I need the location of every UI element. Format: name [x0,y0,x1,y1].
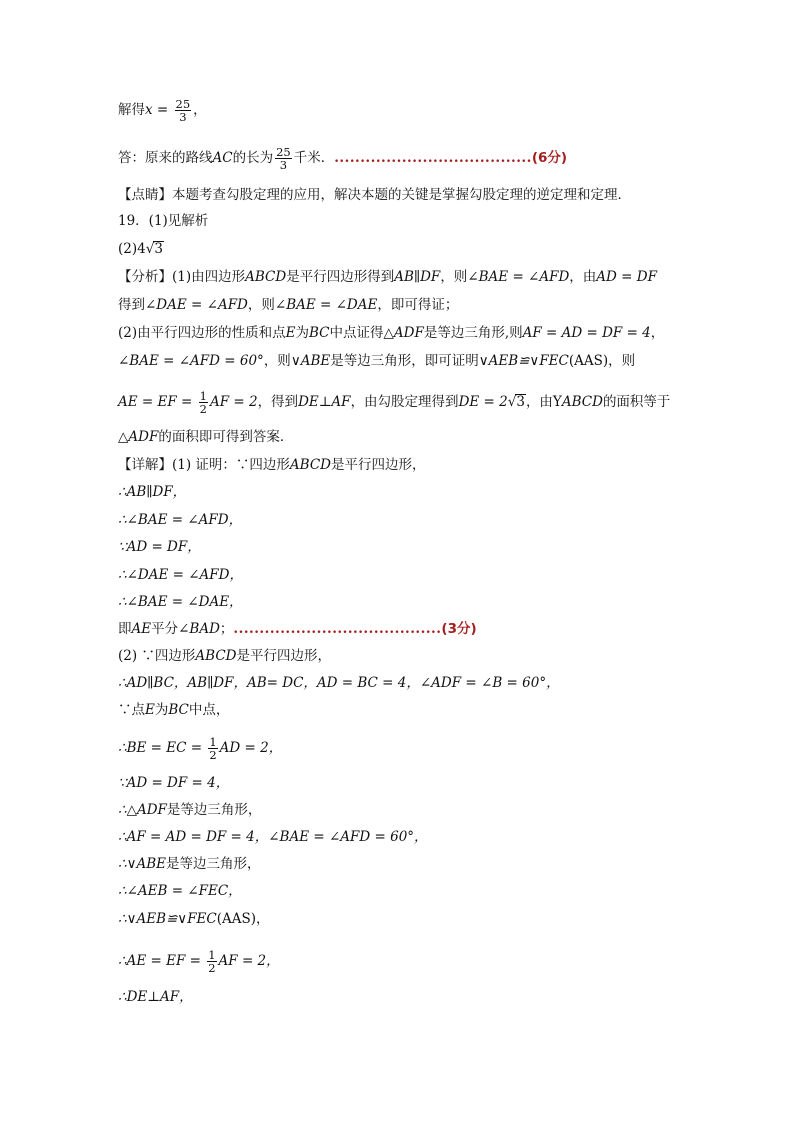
expr: ∴∨AEB≌∨FEC [118,911,217,927]
numerator: 1 [209,735,217,749]
expr: AD = DF [596,269,657,285]
detail-line-13 [118,801,261,819]
radicand: 3 [154,241,163,257]
expr: AB∥DF [394,269,441,285]
text: 【详解】(1) 证明：∵四边形 [118,457,290,473]
solve-x-line [118,98,207,123]
text: 的长为 [232,150,274,166]
question-19-part2 [118,240,164,258]
detail-line-12 [118,774,229,792]
analysis-line-6 [118,428,293,446]
equals: = [152,102,173,118]
analysis-line-1 [118,268,657,286]
expr: ∠BAE = ∠AFD = 60° [118,353,264,369]
text: ，则 [608,353,636,369]
text: ，则 [263,353,291,369]
expr: ∠BAE = ∠AFD [467,269,570,285]
answer-line [118,146,567,171]
detail-line-15 [118,855,261,873]
detail-line-4 [118,538,201,556]
text: 的面积等于 [602,394,671,410]
detail-line-14 [118,828,428,846]
denominator: 2 [209,748,217,762]
fraction [275,146,292,171]
analysis-line-2 [118,296,458,314]
text: ∴DE⊥AF， [118,989,193,1005]
text: ∴∠BAE = ∠DAE， [118,594,243,610]
analysis-line-4 [118,352,635,370]
text: 19．(1)见解析 [118,213,209,229]
denominator: 2 [208,961,216,975]
denominator: 3 [279,158,288,172]
expr: ∴AE = EF = [118,953,206,969]
text: 是等边三角形，即可证明 [330,353,479,369]
text: ， [193,102,207,118]
numerator: 25 [276,145,291,159]
detail-line-1 [118,456,426,474]
var: ABCD [195,648,237,664]
detail-line-8 [118,647,331,665]
text: 平分 [151,621,179,637]
expr: AF = 2 [209,394,258,410]
text: 是等边三角形， [166,802,262,818]
expr: AF = 2， [218,953,280,969]
var: ABCD [245,269,287,285]
text: (2)4 [118,241,146,257]
text: ∴AF = AD = DF = 4，∠BAE = ∠AFD = 60°， [118,829,428,845]
text: 千米． [293,150,335,166]
text: 答：原来的路线 [118,150,213,166]
text: ∵AD = DF， [118,539,201,555]
expr: ∠DAE = ∠AFD [145,297,248,313]
score-mark: (3分) [441,621,477,637]
detail-line-2 [118,483,186,501]
text: 的面积即可得到答案． [158,429,294,445]
var: BC [168,702,189,718]
denominator: 2 [199,402,207,416]
var-x: x [145,102,153,118]
text: ； [219,621,234,637]
text: ∴∠DAE = ∠AFD， [118,567,243,583]
denominator: 3 [179,110,187,124]
text: 是等边三角形， [166,856,261,872]
var: BC [308,325,330,341]
text: 是平行四边形， [236,648,331,664]
score-leader: ...................................... [334,150,532,166]
text: ∴∠BAE = ∠AFD， [118,512,243,528]
score-mark: (6分) [531,150,568,166]
text: ，由Y [525,394,562,410]
expr: AE = EF = [118,394,197,410]
text: ，则 [247,297,275,313]
expr: ∴△ADF [118,802,167,818]
var: ABCD [289,457,331,473]
expr: ∠BAD [178,621,220,637]
var: ABCD [561,394,603,410]
text: ，由勾股定理得到 [350,394,459,410]
text: 【点睛】本题考查勾股定理的应用，解决本题的关键是掌握勾股定理的逆定理和定理． [118,187,631,203]
text: ，得到 [257,394,299,410]
analysis-line-3 [118,324,664,342]
text: 是平行四边形， [331,457,426,473]
text: ，由 [569,269,597,285]
fraction [208,736,217,761]
expr: ∨AEB≌∨FEC [478,353,569,369]
expr: DE = 2 [458,394,508,410]
detail-line-6 [118,593,243,611]
text: (AAS) [568,353,609,369]
text: 是等边三角形,则 [423,325,523,341]
radicand: 3 [516,394,525,410]
text: 为 [295,325,309,341]
expr: △ADF [118,429,159,445]
summary-line [118,186,631,204]
text: ，即可得证； [377,297,459,313]
text: ∴AD∥BC，AB∥DF，AB= DC，AD = BC = 4，∠ADF = ∠B = 60°， [118,675,560,691]
detail-line-9 [118,674,560,692]
detail-line-3 [118,511,242,529]
expr: △ADF [383,325,424,341]
detail-line-11 [118,736,282,761]
text: (2) ∵四边形 [118,648,196,664]
sqrt-symbol: √ [145,241,155,257]
detail-line-10 [118,701,229,719]
question-19-part1 [118,212,208,230]
expr: DE⊥AF [298,394,351,410]
numerator: 25 [175,97,191,111]
fraction [175,98,192,123]
text: ∵点 [118,702,145,718]
fraction [207,949,216,974]
text: 中点证得 [329,325,384,341]
expr: ∨ABE [290,353,331,369]
text: 即 [118,621,132,637]
text: 解得 [118,102,145,118]
text: ，则 [440,269,468,285]
text: 为 [154,702,169,718]
numerator: 1 [208,948,216,962]
expr: AD = 2， [219,740,283,756]
detail-line-18 [118,949,280,974]
text: 【分析】(1)由四边形 [118,269,246,285]
text: ∵AD = DF = 4， [118,775,230,791]
text: (2)由平行四边形的性质和点 [118,325,286,341]
fraction [199,390,208,415]
numerator: 1 [199,389,207,403]
expr: ∴∨ABE [118,856,166,872]
text: ∴AB∥DF， [118,484,187,500]
detail-line-16 [118,882,242,900]
expr: ∠BAE = ∠DAE [274,297,378,313]
var: AC [212,150,233,166]
text: 是平行四边形得到 [286,269,395,285]
text: 中点， [188,702,230,718]
expr: AF = AD = DF = 4 [522,325,651,341]
var: E [145,702,155,718]
detail-line-5 [118,566,243,584]
detail-line-17 [118,910,270,928]
detail-line-7 [118,620,477,638]
score-leader: ........................................ [233,621,442,637]
text: 得到 [118,297,145,313]
expr: ∴BE = EC = [118,740,207,756]
analysis-line-5 [118,390,670,415]
var: AE [131,621,152,637]
detail-line-19 [118,988,193,1006]
text: ∴∠AEB = ∠FEC， [118,883,242,899]
text: ， [650,325,665,341]
var: E [285,325,296,341]
sqrt-symbol: √ [507,394,517,410]
text: (AAS)， [216,911,270,927]
